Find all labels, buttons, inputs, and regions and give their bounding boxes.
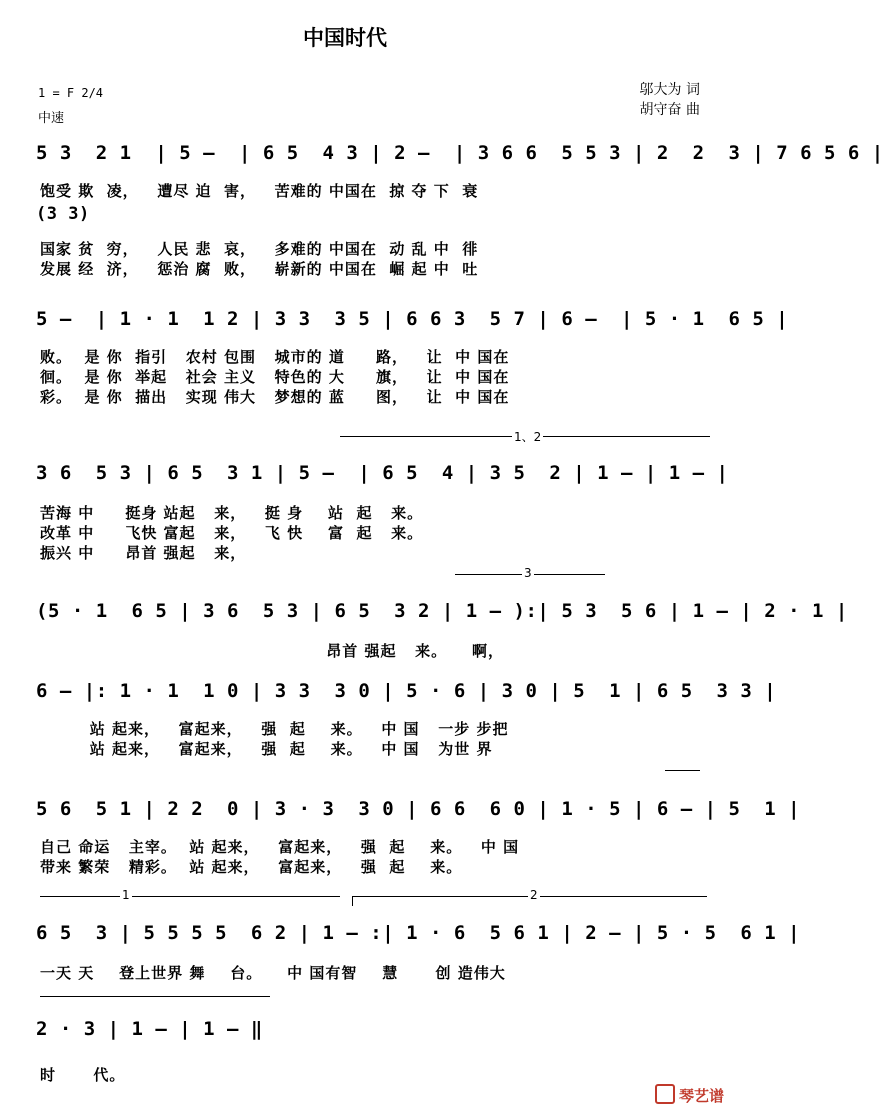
composer-credit: 胡守奋 曲 — [639, 102, 700, 118]
lyric-line: 国家 贫 穷， 人民 悲 哀， 多难的 中国在 动 乱 中 徘 — [40, 240, 479, 258]
lyric-line: 徊。 是 你 举起 社会 主义 特色的 大 旗， 让 中 国在 — [40, 368, 510, 386]
notation-line-1: 5 3 2 1 | 5 — | 6 5 4 3 | 2 — | 3 6 6 5 5 3 | 2 2 3 | 7 6 5 6 | — [36, 142, 884, 164]
notation-pickup: (3 3) — [36, 204, 90, 224]
lyric-line: 带来 繁荣 精彩。 站 起来， 富起来， 强 起 来。 — [40, 858, 463, 876]
notation-line-5: 6 — |: 1 · 1 1 0 | 3 3 3 0 | 5 · 6 | 3 0 | 5 1 | 6 5 3 3 | — [36, 680, 777, 702]
volta-bracket — [40, 996, 270, 997]
volta-bracket — [665, 770, 700, 771]
notation-line-4: (5 · 1 6 5 | 3 6 5 3 | 6 5 3 2 | 1 — ):| 5 3 5 6 | 1 — | 2 · 1 | — [36, 600, 848, 622]
notation-line-8: 2 · 3 | 1 — | 1 — ‖ — [36, 1018, 263, 1040]
volta-label: 1 — [122, 888, 130, 902]
song-title: 中国时代 — [303, 26, 387, 50]
notation-line-6: 5 6 5 1 | 2 2 0 | 3 · 3 3 0 | 6 6 6 0 | 1 · 5 | 6 — | 5 1 | — [36, 798, 801, 820]
watermark — [655, 1084, 724, 1106]
lyric-line: 站 起来， 富起来， 强 起 来。 中 国 为世 界 — [40, 740, 493, 758]
tempo-marking: 中速 — [38, 111, 65, 126]
volta-label: 1、2 — [514, 430, 542, 444]
lyric-line: 败。 是 你 指引 农村 包围 城市的 道 路， 让 中 国在 — [40, 348, 510, 366]
lyric-line: 站 起来， 富起来， 强 起 来。 中 国 一步 步把 — [40, 720, 509, 738]
volta-label: 3 — [524, 566, 532, 580]
credits — [640, 80, 700, 120]
lyric-line: 改革 中 飞快 富起 来， 飞 快 富 起 来。 — [40, 524, 424, 542]
lyricist-credit: 邬大为 词 — [639, 82, 700, 98]
volta-label: 2 — [530, 888, 538, 902]
lyric-line: 振兴 中 昂首 强起 来， — [40, 544, 247, 562]
lyric-line: 彩。 是 你 描出 实现 伟大 梦想的 蓝 图， 让 中 国在 — [40, 388, 510, 406]
notation-line-2: 5 — | 1 · 1 1 2 | 3 3 3 5 | 6 6 3 5 7 | 6 — | 5 · 1 6 5 | — [36, 308, 789, 330]
lyric-line: 自己 命运 主宰。 站 起来， 富起来， 强 起 来。 中 国 — [40, 838, 520, 856]
volta-bracket — [40, 896, 340, 897]
lyric-line: 苦海 中 挺身 站起 来， 挺 身 站 起 来。 — [40, 504, 424, 522]
volta-bracket-end — [352, 896, 353, 906]
notation-line-7: 6 5 3 | 5 5 5 5 6 2 | 1 — :| 1 · 6 5 6 1 | 2 — | 5 · 5 6 1 | — [36, 922, 801, 944]
notation-line-3: 3 6 5 3 | 6 5 3 1 | 5 — | 6 5 4 | 3 5 2 | 1 — | 1 — | — [36, 462, 729, 484]
key-signature: 1 = F 2/4 — [38, 86, 104, 100]
lyric-line: 发展 经 济， 惩治 腐 败， 崭新的 中国在 崛 起 中 吐 — [40, 260, 479, 278]
lyric-line: 一天 天 登上世界 舞 台。 中 国有智 慧 创 造伟大 — [40, 964, 506, 982]
lyric-line: 时 代。 — [40, 1066, 126, 1084]
logo-icon — [655, 1084, 675, 1104]
watermark-text: 琴艺谱 — [678, 1087, 724, 1105]
lyric-line: 饱受 欺 凌， 遭尽 迫 害， 苦难的 中国在 掠 夺 下 衰 — [40, 182, 479, 200]
lyric-line: 昂首 强起 来。 啊， — [40, 642, 504, 660]
